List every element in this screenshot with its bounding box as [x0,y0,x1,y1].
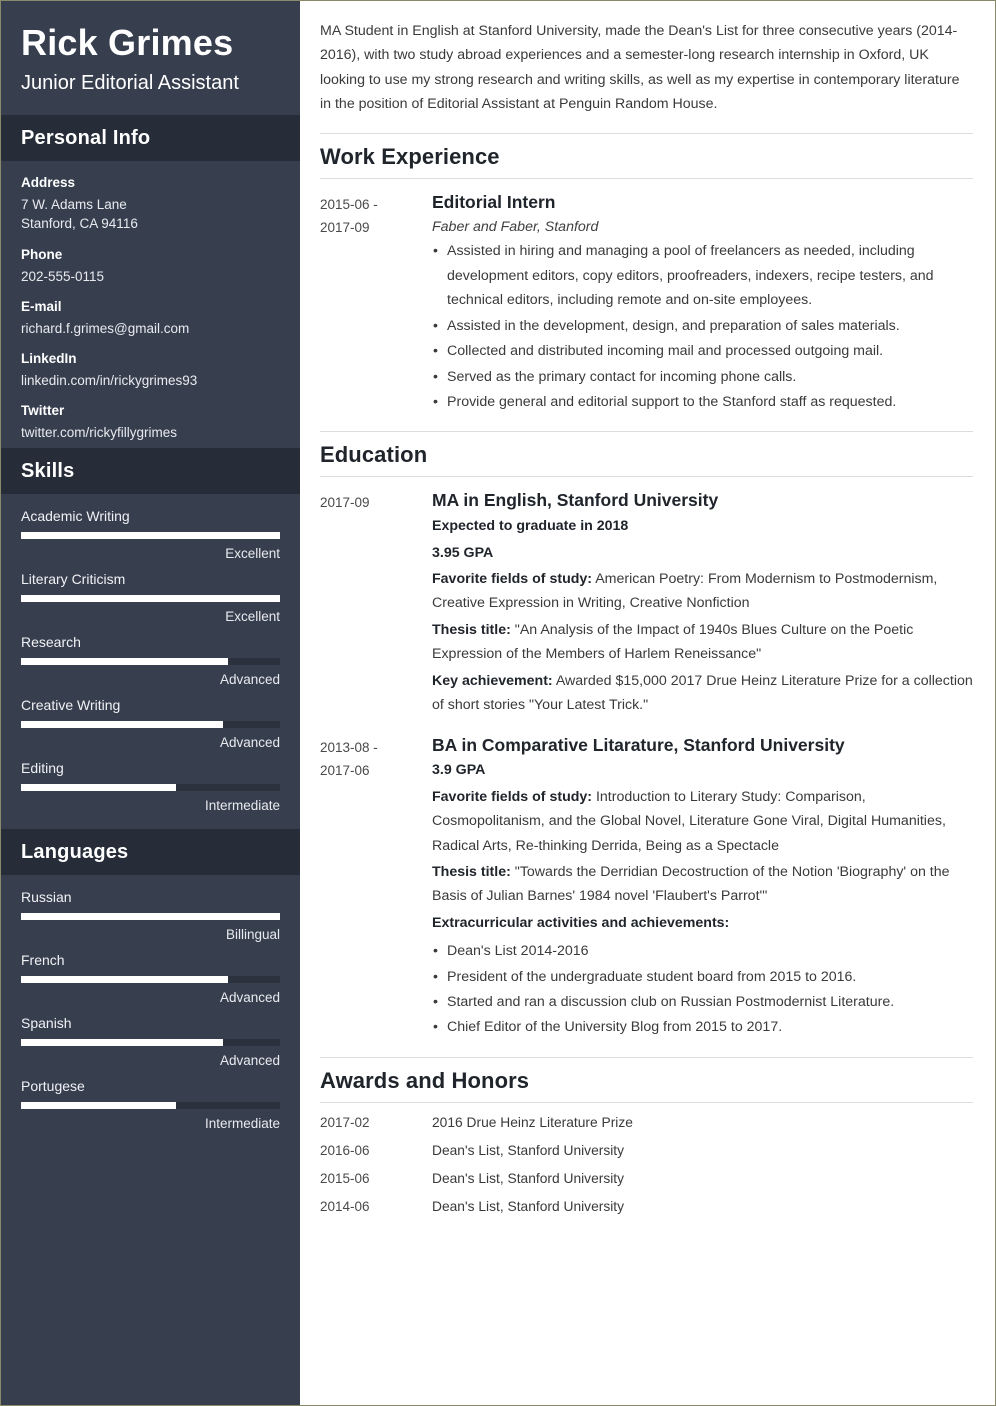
entry-bullet-list [432,239,973,414]
bar-fill [21,595,280,602]
entry-line [432,669,973,718]
bar-level: Advanced [219,672,280,688]
bar-label: Portugese [21,1078,85,1095]
entry-date: 2015-06 - 2017-09 [320,196,378,235]
bar-level: Advanced [219,1053,280,1069]
bar-fill [21,721,223,728]
languages-list [1,875,300,1147]
entry-bullet: • President of the undergraduate student board from 2015 to 2016. [432,965,973,989]
entry-line-label: Favorite fields of study: [432,788,593,805]
main-content [300,1,995,1405]
entry-line: Extracurricular activities and achievements: [432,914,730,931]
award-date: 2016-06 [320,1142,370,1158]
info-label-address: Address [21,175,76,191]
bar-group [21,1078,280,1131]
bar-track [21,1039,280,1046]
bar-label: Russian [21,889,72,906]
entry-title: Editorial Intern [432,191,556,212]
bar-fill [21,913,280,920]
bar-fill [21,784,176,791]
section-awards [320,1057,973,1214]
entry-line-label: Favorite fields of study: [432,570,593,587]
info-value-address: 7 W. Adams Lane Stanford, CA 94116 [21,197,138,232]
bar-label: Literary Criticism [21,571,126,588]
info-value-e-mail: richard.f.grimes@gmail.com [21,320,190,336]
entry-line: 3.9 GPA [432,762,486,779]
info-label-e-mail: E-mail [21,298,62,314]
award-row-list [320,1115,973,1214]
award-text: Dean's List, Stanford University [432,1142,625,1158]
entry-body [432,191,973,416]
entry-line [432,567,973,616]
bar-track [21,976,280,983]
entry-bullet: • Collected and distributed incoming mail and processed outgoing mail. [432,339,973,363]
bar-track [21,784,280,791]
sidebar-filler [1,1147,300,1405]
sidebar [1,1,300,1405]
award-text: 2016 Drue Heinz Literature Prize [432,1114,633,1130]
bar-level: Intermediate [204,798,280,814]
bar-level: Advanced [219,990,280,1006]
award-date: 2017-02 [320,1114,370,1130]
section-heading-languages: Languages [1,829,300,875]
bar-group [21,760,280,813]
section-head-wrap-education [320,431,973,477]
section-education [320,431,973,1041]
section-title-education: Education [320,442,428,468]
bar-label: Creative Writing [21,697,121,714]
bar-level: Billingual [225,927,280,943]
education-entry-list [320,489,973,1041]
entry-bullet: • Provide general and editorial support to the Stanford staff as requested. [432,390,973,414]
bar-fill [21,1102,176,1109]
entry-date: 2013-08 - 2017-06 [320,739,378,778]
bar-level: Intermediate [204,1116,280,1132]
bar-group [21,697,280,750]
section-heading-personal-info: Personal Info [1,115,300,161]
section-heading-skills: Skills [1,448,300,494]
award-date: 2015-06 [320,1170,370,1186]
entry-line-label: Thesis title: [432,621,511,638]
bar-track [21,595,280,602]
info-label-twitter: Twitter [21,403,65,419]
award-row [320,1171,973,1186]
job-title: Junior Editorial Assistant [21,72,239,95]
bar-track [21,532,280,539]
bar-group [21,634,280,687]
work-entry [320,191,973,416]
entry-line-text: Awarded $15,000 2017 Drue Heinz Literature Prize for a collection of short stories "Your Latest Trick." [432,672,973,714]
section-title-awards: Awards and Honors [320,1067,530,1093]
section-title-work-experience: Work Experience [320,143,500,169]
entry-line-label: Thesis title: [432,863,511,880]
award-row [320,1199,973,1214]
page-title: Rick Grimes [21,22,234,63]
entry-line [432,785,973,858]
info-label-linkedin: LinkedIn [21,350,77,366]
bar-level: Excellent [225,609,280,625]
entry-line-text: American Poetry: From Modernism to Postmodernism, Creative Expression in Writing, Creative Nonfiction [432,570,938,612]
bar-fill [21,1039,223,1046]
entry-line [432,860,973,909]
award-date: 2014-06 [320,1198,370,1214]
section-head-wrap-work [320,133,973,179]
bar-level: Excellent [225,546,280,562]
entry-title: MA in English, Stanford University [432,490,719,511]
entry-bullet: • Dean's List 2014-2016 [432,939,973,963]
entry-bullet: • Started and ran a discussion club on Russian Postmodernist Literature. [432,990,973,1014]
bar-level: Advanced [219,735,280,751]
bar-label: Editing [21,760,64,777]
bar-fill [21,976,228,983]
info-value-twitter: twitter.com/rickyfillygrimes [21,425,178,441]
section-head-wrap-awards [320,1057,973,1103]
entry-body [432,489,973,717]
award-text: Dean's List, Stanford University [432,1198,625,1214]
name-block [1,1,300,115]
skills-list [1,494,300,829]
entry-bullet-list [432,939,973,1040]
bar-label: French [21,952,65,969]
bar-label: Spanish [21,1015,72,1032]
entry-bullet: • Served as the primary contact for incoming phone calls. [432,365,973,389]
entry-line: 3.95 GPA [432,544,494,561]
entry-line-label: Key achievement: [432,672,553,689]
info-label-phone: Phone [21,246,63,262]
entry-date: 2017-09 [320,495,370,511]
bar-label: Research [21,634,81,651]
bar-group [21,1015,280,1068]
education-entry [320,734,973,1041]
bar-track [21,721,280,728]
bar-label: Academic Writing [21,508,130,525]
entry-bullet: • Assisted in the development, design, and preparation of sales materials. [432,314,973,338]
bar-group [21,571,280,624]
award-text: Dean's List, Stanford University [432,1170,625,1186]
bar-track [21,1102,280,1109]
bar-track [21,913,280,920]
entry-line [432,618,973,667]
entry-company: Faber and Faber, Stanford [432,219,599,236]
bar-fill [21,532,280,539]
education-entry [320,489,973,717]
bar-fill [21,658,228,665]
award-row [320,1115,973,1130]
bar-group [21,889,280,942]
entry-title: BA in Comparative Litarature, Stanford University [432,734,845,755]
entry-body [432,734,973,1041]
entry-bullet: • Assisted in hiring and managing a pool of freelancers as needed, including development editors, copy editors, proofreaders, indexers, recipe testers, and technical editors, including remote and on-site employees. [432,239,973,312]
info-value-linkedin: linkedin.com/in/rickygrimes93 [21,372,198,388]
entry-line-text: "An Analysis of the Impact of 1940s Blues Culture on the Poetic Expression of the Members of Harlem Reneissance" [432,621,914,663]
entry-line-text: Introduction to Literary Study: Comparison, Cosmopolitanism, and the Global Novel, Literature Gone Viral, Digital Humanities, Radical Arts, Re-thinking Derrida, Being as a Spectacle [432,788,946,854]
entry-line: Expected to graduate in 2018 [432,518,629,535]
section-work-experience [320,133,973,416]
award-row [320,1143,973,1158]
work-entry-list [320,191,973,416]
entry-bullet: • Chief Editor of the University Blog from 2015 to 2017. [432,1015,973,1039]
bar-track [21,658,280,665]
entry-line-text: "Towards the Derridian Decostruction of the Notion 'Biography' on the Basis of Julian Barnes' 1984 novel 'Flaubert's Parrot'" [432,863,950,905]
summary-paragraph: MA Student in English at Stanford University, made the Dean's List for three consecutive years (2014-2016), with two study abroad experiences and a semester-long research internship in Oxford, UK looking to use my strong research and writing skills, as well as my expertise in contemporary literature in the position of Editorial Assistant at Penguin Random House. [320,23,960,113]
bar-group [21,952,280,1005]
personal-info-list [1,161,300,448]
bar-group [21,508,280,561]
info-value-phone: 202-555-0115 [21,268,105,284]
